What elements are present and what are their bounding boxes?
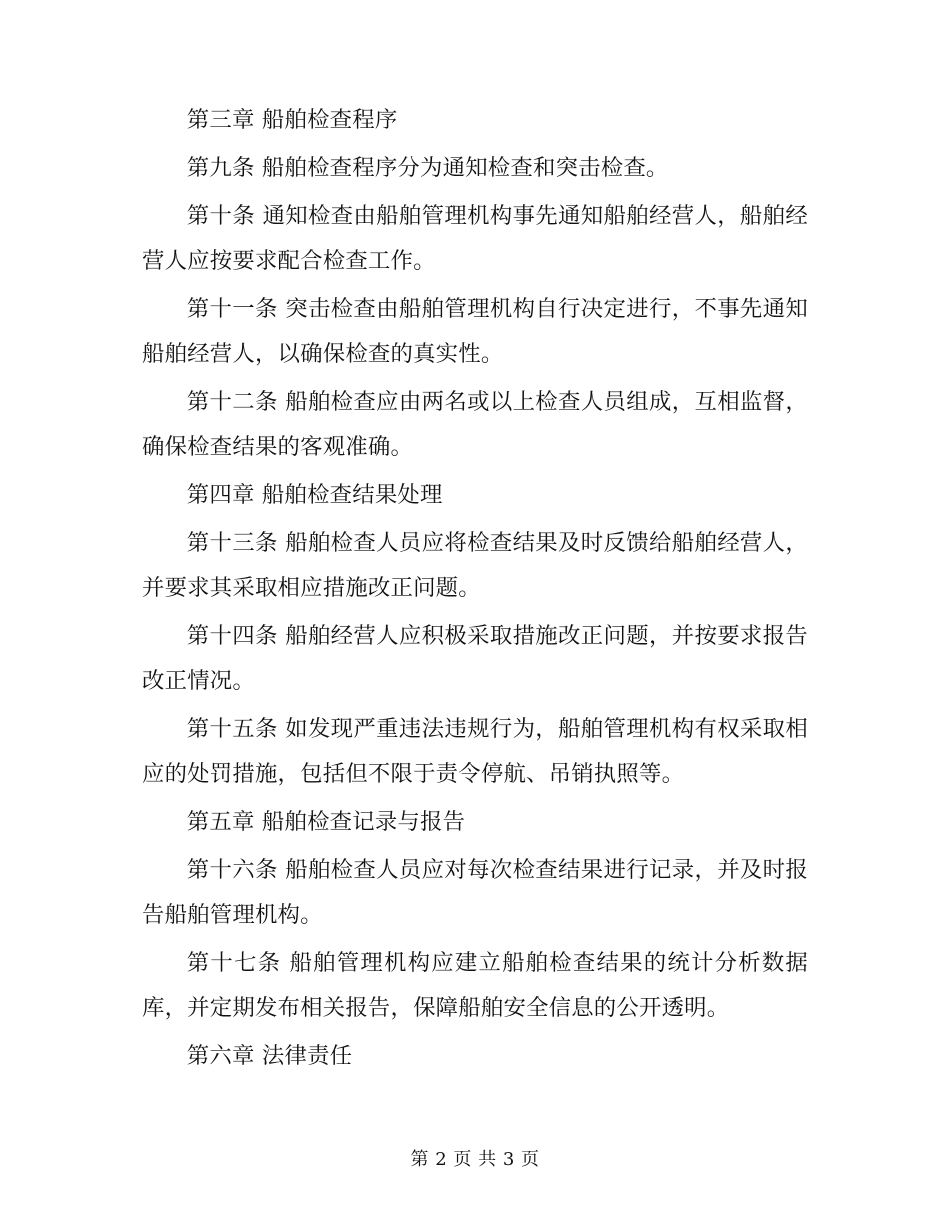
article-paragraph: 第九条 船舶检查程序分为通知检查和突击检查。 <box>186 155 669 181</box>
chapter-heading: 第三章 船舶检查程序 <box>186 107 398 133</box>
article-paragraph: 第十条 通知检查由船舶管理机构事先通知船舶经营人，船舶经营人应按要求配合检查工作。 <box>142 203 808 274</box>
article-paragraph: 第十二条 船舶检查应由两名或以上检查人员组成，互相监督，确保检查结果的客观准确。 <box>142 389 808 460</box>
article-paragraph: 第十四条 船舶经营人应积极采取措施改正问题，并按要求报告改正情况。 <box>142 623 808 694</box>
article-paragraph: 第十一条 突击检查由船舶管理机构自行决定进行，不事先通知船舶经营人，以确保检查的真实性。 <box>142 296 808 367</box>
article-paragraph: 第十五条 如发现严重违法违规行为，船舶管理机构有权采取相应的处罚措施，包括但不限于责令停航、吊销执照等。 <box>142 716 808 787</box>
article-paragraph: 第十三条 船舶检查人员应将检查结果及时反馈给船舶经营人，并要求其采取相应措施改正问题。 <box>142 530 808 601</box>
page-number-footer: 第 2 页 共 3 页 <box>410 1149 540 1170</box>
article-paragraph: 第十七条 船舶管理机构应建立船舶检查结果的统计分析数据库，并定期发布相关报告，保障船舶安全信息的公开透明。 <box>142 950 808 1021</box>
chapter-heading: 第五章 船舶检查记录与报告 <box>186 809 466 835</box>
article-paragraph: 第十六条 船舶检查人员应对每次检查结果进行记录，并及时报告船舶管理机构。 <box>142 857 808 928</box>
chapter-heading: 第四章 船舶检查结果处理 <box>186 482 443 508</box>
document-body <box>142 98 808 1082</box>
chapter-heading: 第六章 法律责任 <box>186 1043 353 1069</box>
